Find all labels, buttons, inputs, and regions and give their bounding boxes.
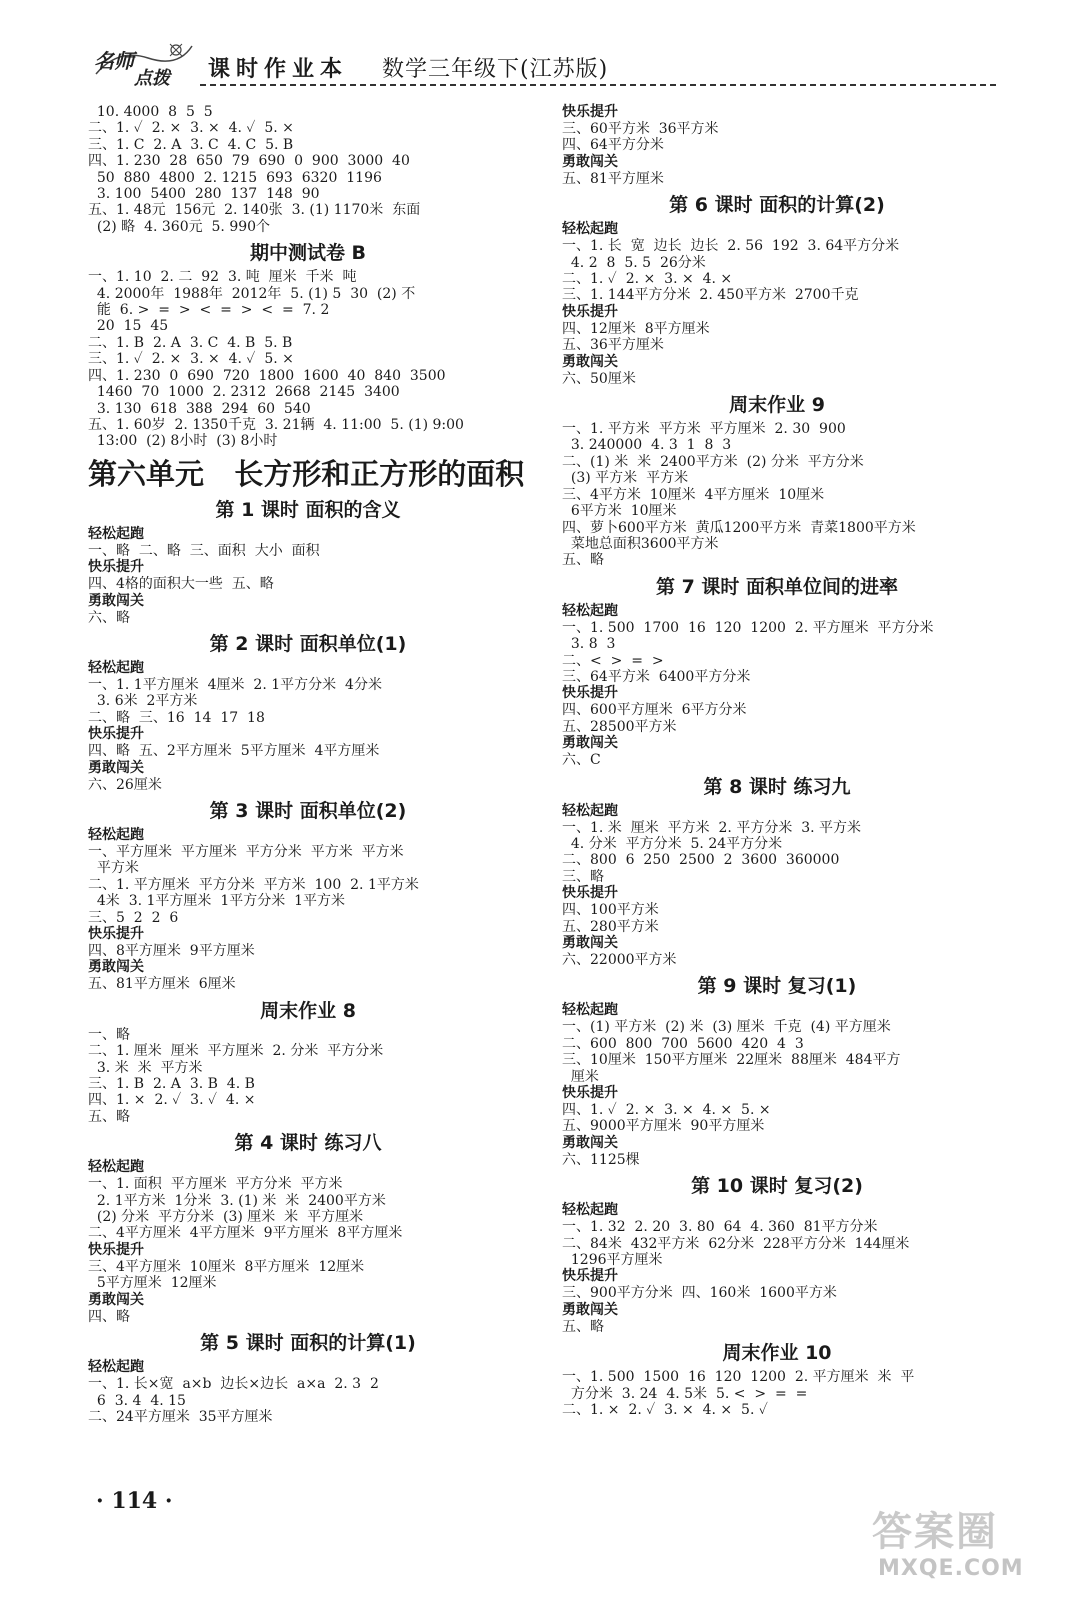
answer-line: 一、略 <box>88 1026 130 1043</box>
svg-text:点拨: 点拨 <box>134 68 170 88</box>
page-header <box>88 34 998 94</box>
answer-line: 3. 100 5400 280 137 148 90 <box>88 186 320 203</box>
subsection-label: 快乐提升 <box>562 685 618 702</box>
answer-line: 四、略 五、2平方厘米 5平方厘米 4平方厘米 <box>88 743 380 760</box>
answer-line: 3. 240000 4. 3 1 8 3 <box>562 437 732 454</box>
answer-line: 四、1. ✓ 2. × 3. × 4. × 5. × <box>562 1102 771 1119</box>
answer-line: 四、100平方米 <box>562 902 659 919</box>
answer-line: 五、36平方厘米 <box>562 337 664 354</box>
answer-line: 四、1. 230 28 650 79 690 0 900 3000 40 <box>88 153 410 170</box>
answer-line: 三、5 2 2 6 <box>88 909 179 926</box>
answer-line: 菜地总面积3600平方米 <box>562 535 719 552</box>
answer-line: 平方米 <box>88 860 139 877</box>
answer-line: 三、900平方分米 四、160米 1600平方米 <box>562 1285 837 1302</box>
answer-line: 五、略 <box>88 1108 130 1125</box>
answer-line: 6 3. 4 4. 15 <box>88 1392 186 1409</box>
answer-line: 一、1. 500 1700 16 120 1200 2. 平方厘米 平方分米 <box>562 619 934 636</box>
subsection-label: 勇敢闯关 <box>562 353 618 370</box>
answer-line: 五、28500平方米 <box>562 718 677 735</box>
subsection-label: 快乐提升 <box>88 559 144 576</box>
answer-line: 六、1125棵 <box>562 1151 640 1168</box>
answer-line: 三、1. ✓ 2. × 3. × 4. ✓ 5. × <box>88 351 294 368</box>
section-title: 期中测试卷 B <box>249 242 367 265</box>
page-number: · 114 · <box>96 1488 173 1514</box>
subsection-label: 轻松起跑 <box>562 221 618 238</box>
section-title: 第 1 课时 面积的含义 <box>215 498 401 521</box>
answer-line: 三、略 <box>562 868 604 885</box>
subsection-label: 勇敢闯关 <box>88 1291 144 1308</box>
subsection-label: 快乐提升 <box>88 1241 144 1258</box>
answer-line: 二、略 三、16 14 17 18 <box>88 709 265 726</box>
watermark <box>872 1488 1052 1588</box>
section-title: 第 7 课时 面积单位间的进率 <box>655 575 899 598</box>
subject-title: 数学三年级下(江苏版) <box>382 57 609 82</box>
answer-line: 4. 分米 平方分米 5. 24平方分米 <box>562 835 783 852</box>
answer-line: 一、(1) 平方米 (2) 米 (3) 厘米 千克 (4) 平方厘米 <box>562 1019 891 1036</box>
answer-line: 4. 2000年 1988年 2012年 5. (1) 5 30 (2) 不 <box>88 285 416 302</box>
answer-line: 厘米 <box>562 1068 599 1085</box>
answer-line: 一、1. 长×宽 a×b 边长×边长 a×a 2. 3 2 <box>88 1376 379 1393</box>
answer-line: 一、1. 面积 平方厘米 平方分米 平方米 <box>88 1176 343 1193</box>
subsection-label: 勇敢闯关 <box>88 592 144 609</box>
answer-line: 四、略 <box>88 1308 130 1325</box>
subsection-label: 轻松起跑 <box>88 525 144 542</box>
subsection-label: 快乐提升 <box>88 726 144 743</box>
answer-line: 一、1. 米 厘米 平方米 2. 平方分米 3. 平方米 <box>562 819 862 836</box>
answer-line: 三、4平方米 10厘米 4平方厘米 10厘米 <box>562 486 825 503</box>
section-title: 第 9 课时 复习(1) <box>697 975 857 998</box>
answer-line: 三、1. 144平方分米 2. 450平方米 2700千克 <box>562 287 859 304</box>
answer-line: 13:00 (2) 8小时 (3) 8小时 <box>88 433 278 450</box>
answer-line: 四、4格的面积大一些 五、略 <box>88 576 274 593</box>
watermark-text: 答案圈 <box>872 1509 998 1555</box>
answer-line: 能 6. > = > < = > < = 7. 2 <box>88 302 330 319</box>
answer-line: 六、22000平方米 <box>562 952 677 968</box>
section-title: 第 4 课时 练习八 <box>234 1132 382 1155</box>
answer-line: 四、1. 230 0 690 720 1800 1600 40 840 3500 <box>88 367 446 384</box>
answer-line: 二、1. 平方厘米 平方分米 平方米 100 2. 1平方米 <box>88 876 419 893</box>
answer-line: 二、800 6 250 2500 2 3600 360000 <box>562 852 840 869</box>
answer-line: 5平方厘米 12厘米 <box>88 1275 217 1292</box>
subsection-label: 勇敢闯关 <box>88 959 144 976</box>
answer-line: 二、< > = > <box>562 652 664 669</box>
answer-line: 二、4平方厘米 4平方厘米 9平方厘米 8平方厘米 <box>88 1225 403 1242</box>
answer-line: 3. 8 3 <box>562 636 616 653</box>
answer-line: 五、81平方厘米 6厘米 <box>88 976 236 993</box>
answer-line: 20 15 45 <box>88 318 169 335</box>
answer-line: 五、1. 48元 156元 2. 140张 3. (1) 1170米 东面 <box>88 202 421 219</box>
subsection-label: 轻松起跑 <box>88 1359 144 1376</box>
answer-line: 一、略 二、略 三、面积 大小 面积 <box>88 542 320 559</box>
answer-line: 二、1. × 2. ✓ 3. × 4. × 5. ✓ <box>562 1402 768 1419</box>
answer-line: 3. 130 618 388 294 60 540 <box>88 400 311 417</box>
subsection-label: 轻松起跑 <box>88 826 144 843</box>
subsection-label: 勇敢闯关 <box>562 1301 618 1318</box>
subsection-label: 轻松起跑 <box>562 1002 618 1019</box>
answer-line: 方分米 3. 24 4. 5米 5. < > = = <box>562 1385 808 1402</box>
answer-line: 五、9000平方厘米 90平方厘米 <box>562 1118 765 1135</box>
answer-line: 一、1. 10 2. 二 92 3. 吨 厘米 千米 吨 <box>88 269 357 286</box>
subsection-label: 轻松起跑 <box>88 1159 144 1176</box>
answer-line: 二、600 800 700 5600 420 4 3 <box>562 1035 804 1052</box>
answer-line: 一、1. 500 1500 16 120 1200 2. 平方厘米 米 平 <box>562 1369 915 1386</box>
answer-line: 1460 70 1000 2. 2312 2668 2145 3400 <box>88 384 400 401</box>
answer-line: 三、1. B 2. A 3. B 4. B <box>88 1076 255 1093</box>
header-rule <box>200 84 996 86</box>
section-title: 周末作业 10 <box>722 1342 832 1365</box>
subsection-label: 轻松起跑 <box>88 659 144 676</box>
section-title: 周末作业 8 <box>260 999 356 1022</box>
answer-line: 三、10厘米 150平方厘米 22厘米 88厘米 484平方 <box>562 1052 901 1069</box>
answer-line: 一、1. 长 宽 边长 边长 2. 56 192 3. 64平方分米 <box>562 238 900 255</box>
answer-line: 三、4平方厘米 10厘米 8平方厘米 12厘米 <box>88 1258 365 1275</box>
answer-line: 四、64平方分米 <box>562 137 664 154</box>
answer-line: 六、略 <box>88 609 130 626</box>
subsection-label: 快乐提升 <box>562 303 618 320</box>
unit-title: 第六单元 长方形和正方形的面积 <box>88 456 525 491</box>
answer-line: 50 880 4800 2. 1215 693 6320 1196 <box>88 169 382 186</box>
answer-line: 4. 2 8 5. 5 26分米 <box>562 254 706 271</box>
subsection-label: 轻松起跑 <box>562 1202 618 1219</box>
answer-line: 10. 4000 8 5 5 <box>88 104 213 120</box>
answer-line: 五、略 <box>562 552 604 569</box>
answer-line: 二、84米 432平方米 62分米 228平方分米 144厘米 <box>562 1235 910 1252</box>
answer-line: 三、1. C 2. A 3. C 4. C 5. B <box>88 136 294 153</box>
answer-line: 四、萝卜600平方米 黄瓜1200平方米 青菜1800平方米 <box>562 519 916 536</box>
answer-line: 四、12厘米 8平方厘米 <box>562 320 710 337</box>
answer-line: 四、1. × 2. ✓ 3. ✓ 4. × <box>88 1092 256 1109</box>
answer-line: 六、C <box>562 752 601 769</box>
series-title: 课时作业本 <box>208 56 349 82</box>
answer-line: 四、8平方厘米 9平方厘米 <box>88 943 255 959</box>
series-logo <box>88 38 198 88</box>
section-title: 周末作业 9 <box>729 394 825 417</box>
section-title: 第 8 课时 练习九 <box>703 775 851 798</box>
answer-line: 六、50厘米 <box>562 370 636 387</box>
section-title: 第 2 课时 面积单位(1) <box>209 632 407 655</box>
section-title: 第 3 课时 面积单位(2) <box>209 799 407 822</box>
section-title: 第 10 课时 复习(2) <box>691 1175 863 1198</box>
subsection-label: 勇敢闯关 <box>562 735 618 752</box>
answer-line: 三、60平方米 36平方米 <box>562 121 719 137</box>
answer-line: 二、1. B 2. A 3. C 4. B 5. B <box>88 334 293 351</box>
subsection-label: 勇敢闯关 <box>562 1134 618 1151</box>
subsection-label: 快乐提升 <box>562 1085 618 1102</box>
answer-line: 二、(1) 米 米 2400平方米 (2) 分米 平方分米 <box>562 453 864 470</box>
answer-line: 二、1. 厘米 厘米 平方厘米 2. 分米 平方分米 <box>88 1043 384 1060</box>
answer-line: 一、1. 32 2. 20 3. 80 64 4. 360 81平方分米 <box>562 1219 878 1236</box>
subsection-label: 勇敢闯关 <box>562 935 618 951</box>
answer-line: 四、600平方厘米 6平方分米 <box>562 702 747 719</box>
section-title: 第 6 课时 面积的计算(2) <box>669 194 885 217</box>
section-title: 第 5 课时 面积的计算(1) <box>200 1332 416 1355</box>
subsection-label: 轻松起跑 <box>562 802 618 819</box>
answer-line: 六、26厘米 <box>88 776 162 793</box>
answer-line: 五、81平方厘米 <box>562 170 664 187</box>
watermark-url: MXQE.COM <box>878 1556 1024 1581</box>
answer-line: (2) 略 4. 360元 5. 990个 <box>88 218 271 235</box>
answer-line: 二、1. ✓ 2. × 3. × 4. × <box>562 271 733 288</box>
answer-line: 3. 6米 2平方米 <box>88 693 198 710</box>
answer-line: 三、64平方米 6400平方分米 <box>562 668 751 685</box>
subsection-label: 勇敢闯关 <box>88 759 144 776</box>
svg-text:名师: 名师 <box>94 49 134 73</box>
subsection-label: 轻松起跑 <box>562 602 618 619</box>
answer-line: 二、24平方厘米 35平方厘米 <box>88 1408 273 1425</box>
right-column <box>562 104 992 1419</box>
answer-line: 二、1. ✓ 2. × 3. × 4. ✓ 5. × <box>88 120 294 137</box>
answer-line: 五、1. 60岁 2. 1350千克 3. 21辆 4. 11:00 5. (1) 9:00 <box>88 416 464 433</box>
subsection-label: 快乐提升 <box>562 885 618 902</box>
subsection-label: 快乐提升 <box>562 104 618 120</box>
answer-line: 2. 1平方米 1分米 3. (1) 米 米 2400平方米 <box>88 1192 386 1209</box>
answer-line: 一、1. 1平方厘米 4厘米 2. 1平方分米 4分米 <box>88 676 382 693</box>
answer-line: 一、1. 平方米 平方米 平方厘米 2. 30 900 <box>562 421 846 438</box>
left-column <box>88 104 528 1425</box>
answer-line: 五、略 <box>562 1318 604 1335</box>
subsection-label: 快乐提升 <box>562 1268 618 1285</box>
subsection-label: 勇敢闯关 <box>562 153 618 170</box>
answer-line: 一、平方厘米 平方厘米 平方分米 平方米 平方米 <box>88 843 404 860</box>
answer-line: 6平方米 10厘米 <box>562 503 677 520</box>
answer-line: 4米 3. 1平方厘米 1平方分米 1平方米 <box>88 893 346 910</box>
answer-line: 3. 米 米 平方米 <box>88 1059 203 1076</box>
answer-line: (3) 平方米 平方米 <box>562 470 689 487</box>
subsection-label: 快乐提升 <box>88 926 144 942</box>
answer-line: 五、280平方米 <box>562 918 659 935</box>
answer-line: 1296平方厘米 <box>562 1252 663 1269</box>
answer-line: (2) 分米 平方分米 (3) 厘米 米 平方厘米 <box>88 1209 364 1226</box>
